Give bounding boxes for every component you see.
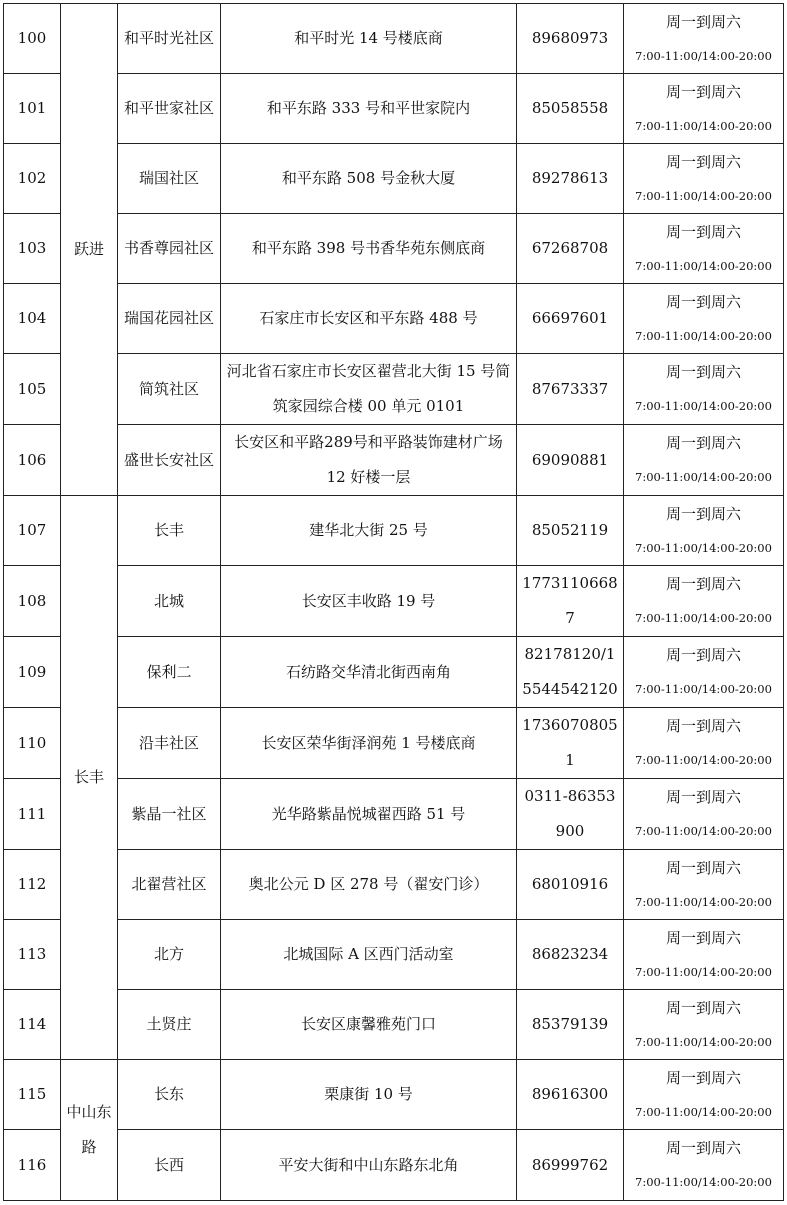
table-row <box>4 1060 784 1130</box>
hours-time: 7:00-11:00/14:00-20:00 <box>635 964 772 979</box>
phone-number: 85058558 <box>517 74 624 144</box>
row-number: 100 <box>4 4 61 74</box>
table-row <box>4 214 784 284</box>
hours-days: 周一到周六 <box>665 928 741 947</box>
hours-time: 7:00-11:00/14:00-20:00 <box>635 48 772 63</box>
site-address: 奥北公元 D 区 278 号（翟安门诊） <box>221 850 517 920</box>
community-name: 保利二 <box>118 637 221 708</box>
hours-days: 周一到周六 <box>665 12 741 31</box>
row-number: 103 <box>4 214 61 284</box>
site-address: 光华路紫晶悦城翟西路 51 号 <box>221 779 517 850</box>
hours-time: 7:00-11:00/14:00-20:00 <box>635 611 772 625</box>
row-number: 110 <box>4 708 61 779</box>
phone-number: 89680973 <box>517 4 624 74</box>
hours-days: 周一到周六 <box>665 434 741 452</box>
opening-hours <box>624 144 784 214</box>
row-number: 106 <box>4 425 61 496</box>
opening-hours <box>624 779 784 850</box>
opening-hours <box>624 850 784 920</box>
table-row <box>4 566 784 637</box>
opening-hours <box>624 1130 784 1201</box>
phone-number: 86999762 <box>517 1130 624 1201</box>
community-name: 北城 <box>118 566 221 637</box>
phone-number: 67268708 <box>517 214 624 284</box>
hours-time: 7:00-11:00/14:00-20:00 <box>635 894 772 909</box>
site-address: 石纺路交华清北街西南角 <box>221 637 517 708</box>
phone-number: 69090881 <box>517 425 624 496</box>
phone-number: 68010916 <box>517 850 624 920</box>
site-address: 平安大街和中山东路东北角 <box>221 1130 517 1201</box>
hours-days: 周一到周六 <box>665 152 741 171</box>
hours-days: 周一到周六 <box>665 1068 741 1087</box>
site-address: 和平东路 508 号金秋大厦 <box>221 144 517 214</box>
hours-time: 7:00-11:00/14:00-20:00 <box>635 824 772 838</box>
phone-number: 0311-86353900 <box>517 779 624 850</box>
row-number: 111 <box>4 779 61 850</box>
phone-number: 86823234 <box>517 920 624 990</box>
row-number: 115 <box>4 1060 61 1130</box>
hours-days: 周一到周六 <box>665 788 741 806</box>
opening-hours <box>624 214 784 284</box>
community-name: 土贤庄 <box>118 990 221 1060</box>
row-number: 104 <box>4 284 61 354</box>
phone-number: 89278613 <box>517 144 624 214</box>
community-name: 长西 <box>118 1130 221 1201</box>
hours-time: 7:00-11:00/14:00-20:00 <box>635 328 772 343</box>
row-number: 102 <box>4 144 61 214</box>
opening-hours <box>624 425 784 496</box>
site-address: 长安区荣华街泽润苑 1 号楼底商 <box>221 708 517 779</box>
phone-number: 17731106687 <box>517 566 624 637</box>
hours-days: 周一到周六 <box>665 504 741 523</box>
table-row <box>4 74 784 144</box>
community-name: 瑞国花园社区 <box>118 284 221 354</box>
row-number: 107 <box>4 496 61 566</box>
hours-days: 周一到周六 <box>665 292 741 311</box>
hours-time: 7:00-11:00/14:00-20:00 <box>635 470 772 484</box>
table-row <box>4 354 784 425</box>
hours-time: 7:00-11:00/14:00-20:00 <box>635 1104 772 1119</box>
site-address: 石家庄市长安区和平东路 488 号 <box>221 284 517 354</box>
opening-hours <box>624 1060 784 1130</box>
row-number: 113 <box>4 920 61 990</box>
opening-hours <box>624 637 784 708</box>
community-name: 盛世长安社区 <box>118 425 221 496</box>
site-address: 栗康街 10 号 <box>221 1060 517 1130</box>
table-row <box>4 779 784 850</box>
hours-days: 周一到周六 <box>665 1139 741 1157</box>
row-number: 109 <box>4 637 61 708</box>
district-name: 跃进 <box>73 240 104 258</box>
district-cell <box>61 4 118 496</box>
opening-hours <box>624 920 784 990</box>
opening-hours <box>624 708 784 779</box>
district-cell <box>61 1060 118 1201</box>
community-name: 紫晶一社区 <box>118 779 221 850</box>
community-name: 瑞国社区 <box>118 144 221 214</box>
hours-time: 7:00-11:00/14:00-20:00 <box>635 188 772 203</box>
opening-hours <box>624 74 784 144</box>
community-name: 长丰 <box>118 496 221 566</box>
opening-hours <box>624 354 784 425</box>
row-number: 112 <box>4 850 61 920</box>
community-name: 简筑社区 <box>118 354 221 425</box>
table-row <box>4 4 784 74</box>
phone-number: 17360708051 <box>517 708 624 779</box>
hours-time: 7:00-11:00/14:00-20:00 <box>635 118 772 133</box>
community-name: 书香尊园社区 <box>118 214 221 284</box>
hours-time: 7:00-11:00/14:00-20:00 <box>635 1034 772 1049</box>
table-row <box>4 425 784 496</box>
hours-time: 7:00-11:00/14:00-20:00 <box>635 258 772 273</box>
hours-time: 7:00-11:00/14:00-20:00 <box>635 399 772 413</box>
opening-hours <box>624 566 784 637</box>
opening-hours <box>624 284 784 354</box>
phone-number: 85052119 <box>517 496 624 566</box>
opening-hours <box>624 496 784 566</box>
hours-days: 周一到周六 <box>665 717 741 735</box>
phone-number: 82178120/15544542120 <box>517 637 624 708</box>
row-number: 108 <box>4 566 61 637</box>
phone-number: 66697601 <box>517 284 624 354</box>
hours-days: 周一到周六 <box>665 858 741 877</box>
table-row <box>4 496 784 566</box>
community-name: 沿丰社区 <box>118 708 221 779</box>
site-address: 长安区丰收路 19 号 <box>221 566 517 637</box>
community-name: 和平时光社区 <box>118 4 221 74</box>
community-name: 北翟营社区 <box>118 850 221 920</box>
table-row <box>4 637 784 708</box>
site-address: 和平时光 14 号楼底商 <box>221 4 517 74</box>
site-address: 长安区康馨雅苑门口 <box>221 990 517 1060</box>
row-number: 114 <box>4 990 61 1060</box>
hours-days: 周一到周六 <box>665 82 741 101</box>
community-name: 长东 <box>118 1060 221 1130</box>
district-name: 长丰 <box>73 768 104 786</box>
opening-hours <box>624 990 784 1060</box>
row-number: 105 <box>4 354 61 425</box>
hours-days: 周一到周六 <box>665 363 741 381</box>
site-address: 和平东路 398 号书香华苑东侧底商 <box>221 214 517 284</box>
table-row <box>4 284 784 354</box>
hours-days: 周一到周六 <box>665 998 741 1017</box>
community-name: 和平世家社区 <box>118 74 221 144</box>
district-cell <box>61 496 118 1060</box>
phone-number: 87673337 <box>517 354 624 425</box>
table-row <box>4 144 784 214</box>
row-number: 116 <box>4 1130 61 1201</box>
phone-number: 89616300 <box>517 1060 624 1130</box>
opening-hours <box>624 4 784 74</box>
district-name: 中山东路 <box>66 1103 112 1156</box>
hours-time: 7:00-11:00/14:00-20:00 <box>635 1175 772 1189</box>
site-address: 建华北大街 25 号 <box>221 496 517 566</box>
service-sites-table <box>3 3 784 1201</box>
hours-time: 7:00-11:00/14:00-20:00 <box>635 540 772 555</box>
table-row <box>4 920 784 990</box>
hours-days: 周一到周六 <box>665 646 741 664</box>
site-address: 和平东路 333 号和平世家院内 <box>221 74 517 144</box>
community-name: 北方 <box>118 920 221 990</box>
site-address: 河北省石家庄市长安区翟营北大街 15 号简筑家园综合楼 00 单元 0101 <box>221 354 517 425</box>
phone-number: 85379139 <box>517 990 624 1060</box>
site-address: 北城国际 A 区西门活动室 <box>221 920 517 990</box>
site-address: 长安区和平路289号和平路装饰建材广场 12 好楼一层 <box>221 425 517 496</box>
table-row <box>4 1130 784 1201</box>
hours-time: 7:00-11:00/14:00-20:00 <box>635 682 772 696</box>
table-row <box>4 990 784 1060</box>
hours-days: 周一到周六 <box>665 575 741 593</box>
table-row <box>4 708 784 779</box>
hours-time: 7:00-11:00/14:00-20:00 <box>635 753 772 767</box>
row-number: 101 <box>4 74 61 144</box>
table-row <box>4 850 784 920</box>
hours-days: 周一到周六 <box>665 222 741 241</box>
